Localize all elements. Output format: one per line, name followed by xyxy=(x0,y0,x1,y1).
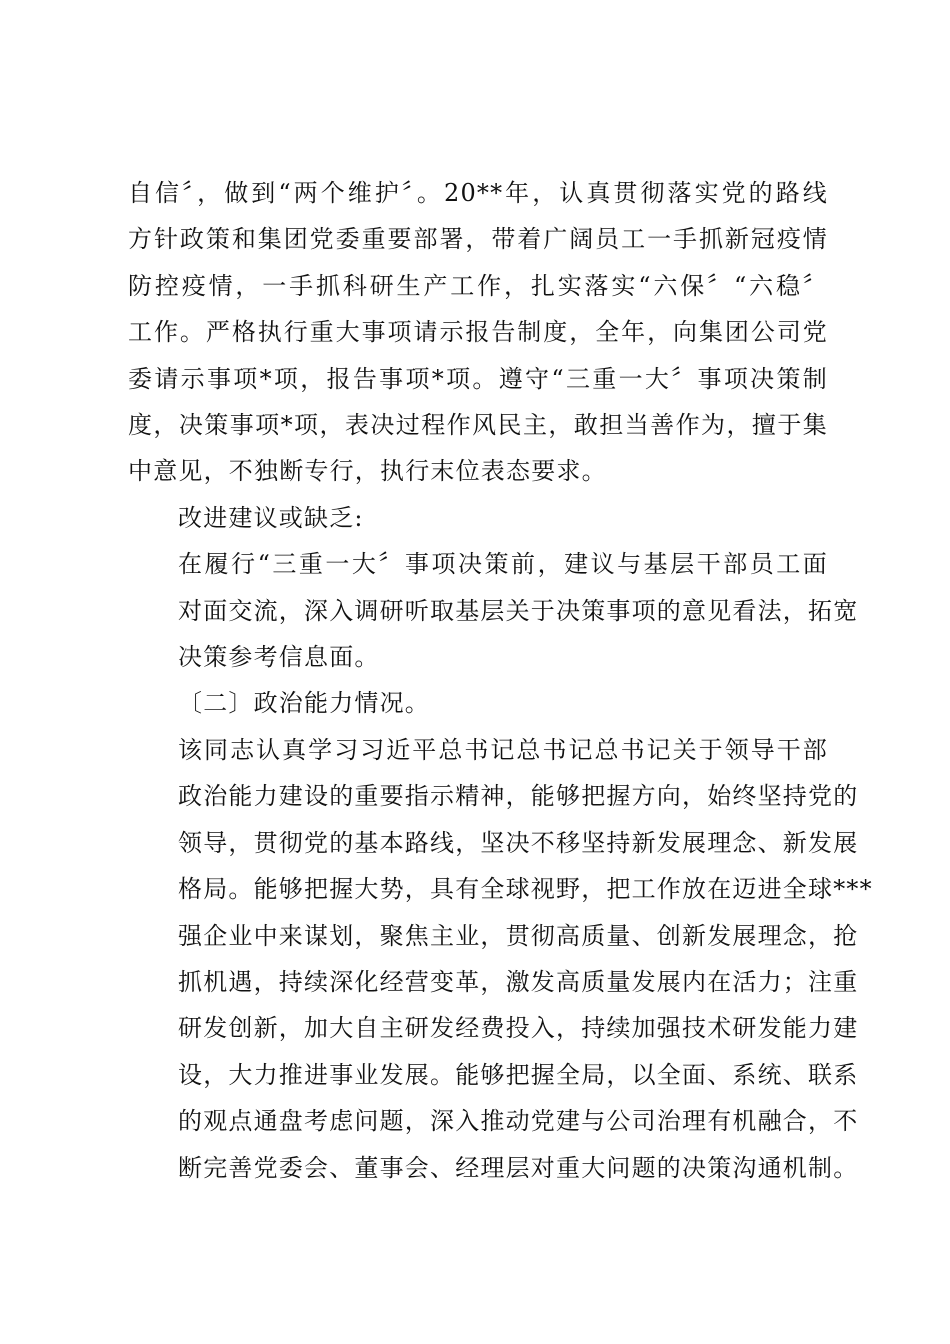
text-line: 领导，贯彻党的基本路线，坚决不移坚持新发展理念、新发展 xyxy=(178,828,859,857)
text-line: 研发创新，加大自主研发经费投入，持续加强技术研发能力建 xyxy=(178,1014,859,1043)
text-line: 度，决策事项*项，表决过程作风民主，敢担当善作为，擅于集 xyxy=(128,411,828,440)
text-line: 〔二〕政治能力情况。 xyxy=(178,689,430,718)
paragraph xyxy=(128,541,859,680)
text-line: 方针政策和集团党委重要部署，带着广阔员工一手抓新冠疫情 xyxy=(128,225,828,254)
paragraph xyxy=(128,680,828,726)
text-line: 格局。能够把握大势，具有全球视野，把工作放在迈进全球*** xyxy=(178,875,873,904)
text-line: 决策参考信息面。 xyxy=(178,643,380,672)
text-line: 改进建议或缺乏: xyxy=(178,503,364,532)
text-line: 在履行“三重一大〞事项决策前，建议与基层干部员工面 xyxy=(178,550,828,579)
paragraph xyxy=(128,727,873,1191)
text-line: 中意见，不独断专行，执行末位表态要求。 xyxy=(128,457,607,486)
text-line: 工作。严格执行重大事项请示报告制度，全年，向集团公司党 xyxy=(128,318,828,347)
text-line: 强企业中来谋划，聚焦主业，贯彻高质量、创新发展理念，抢 xyxy=(178,921,859,950)
text-line: 断完善党委会、董事会、经理层对重大问题的决策沟通机制。 xyxy=(178,1153,859,1182)
document-body xyxy=(128,170,873,1191)
text-line: 的观点通盘考虑问题，深入推动党建与公司治理有机融合，不 xyxy=(178,1107,859,1136)
paragraph xyxy=(128,495,828,541)
text-line: 设，大力推进事业发展。能够把握全局，以全面、系统、联系 xyxy=(178,1060,859,1089)
text-line: 对面交流，深入调研听取基层关于决策事项的意见看法，拓宽 xyxy=(178,596,859,625)
text-line: 政治能力建设的重要指示精神，能够把握方向，始终坚持党的 xyxy=(178,782,859,811)
text-line: 抓机遇，持续深化经营变革，激发高质量发展内在活力；注重 xyxy=(178,967,859,996)
text-line: 该同志认真学习习近平总书记总书记总书记关于领导干部 xyxy=(178,735,828,764)
paragraph xyxy=(128,170,828,495)
text-line: 自信〞，做到“两个维护〞。20**年，认真贯彻落实党的路线 xyxy=(128,179,828,207)
text-line: 委请示事项*项，报告事项*项。遵守“三重一大〞事项决策制 xyxy=(128,364,828,393)
text-line: 防控疫情，一手抓科研生产工作，扎实落实“六保〞“六稳〞 xyxy=(128,271,828,300)
